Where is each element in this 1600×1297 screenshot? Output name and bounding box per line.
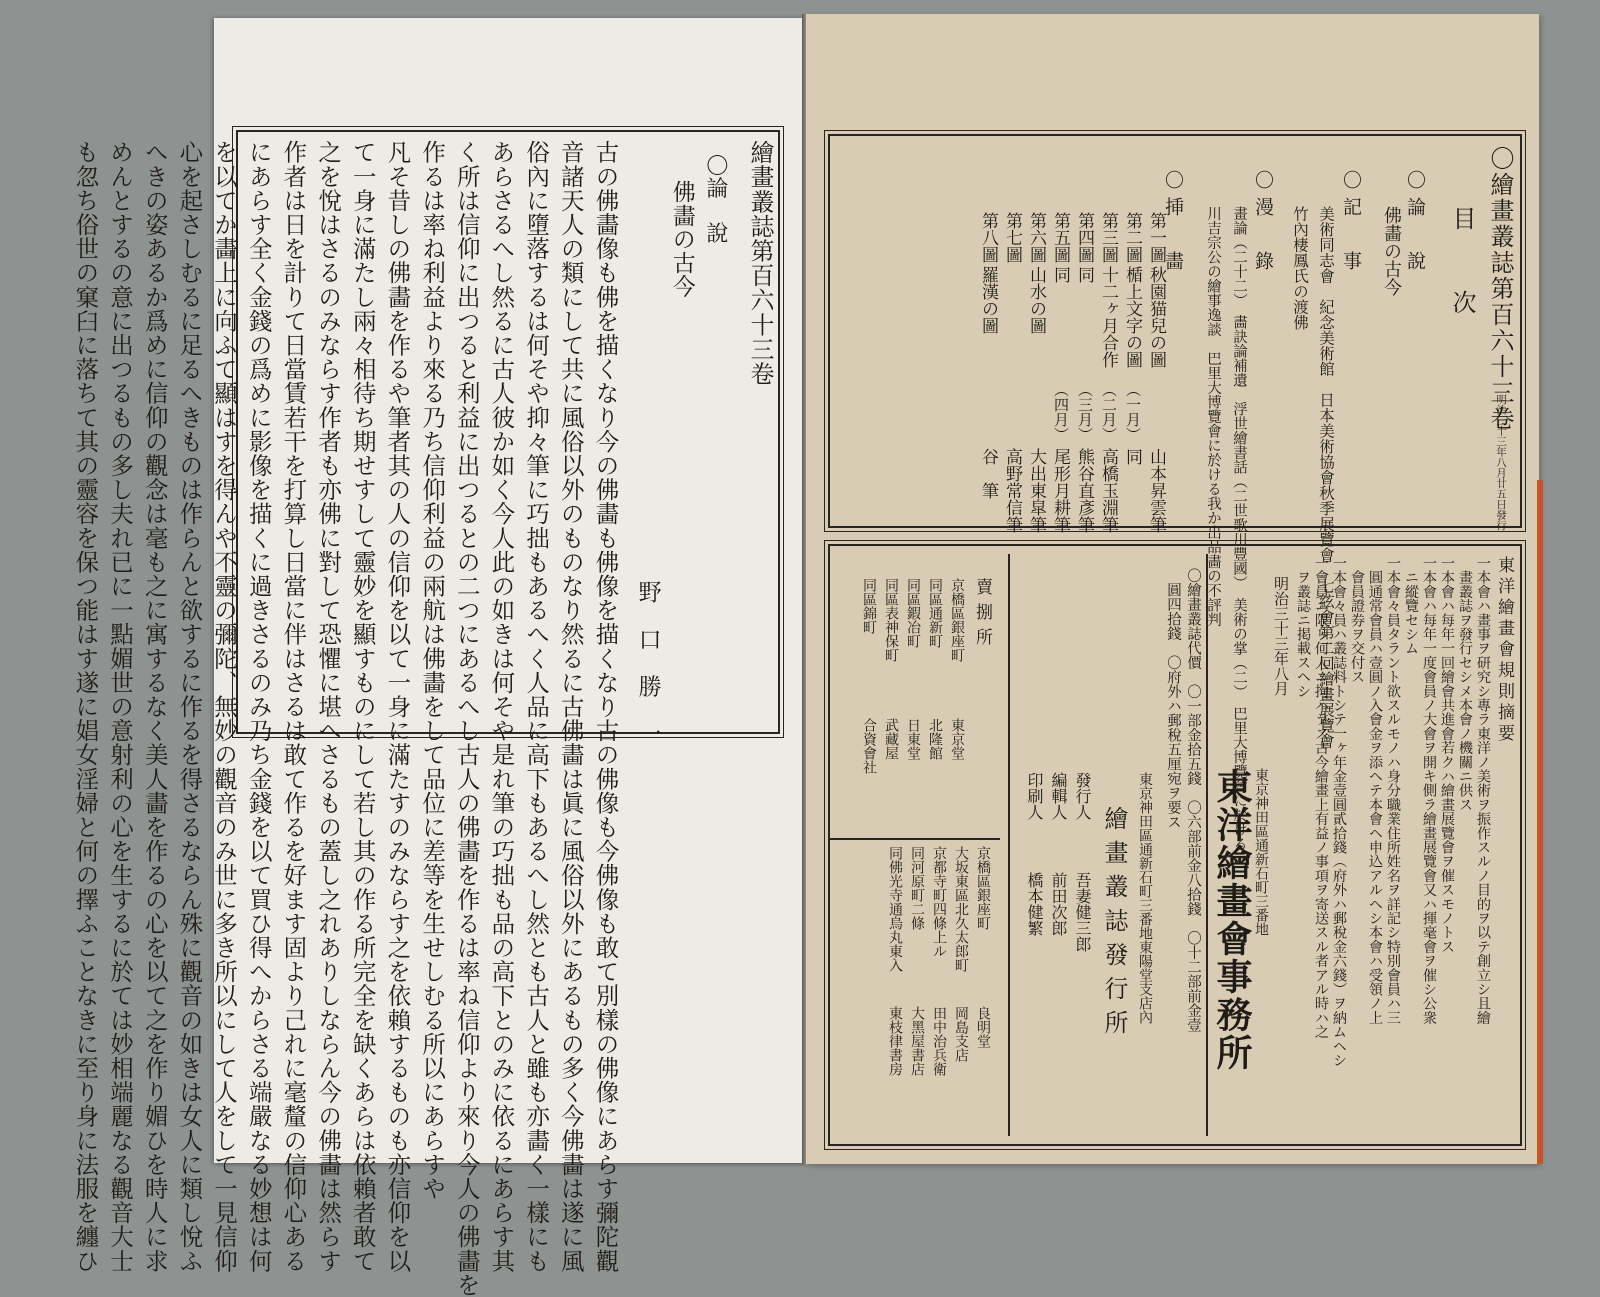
toc-heading: 目 次 <box>1448 206 1476 332</box>
toc-item-news-2: 竹內棲鳳氏の渡佛 <box>1291 206 1309 330</box>
figure-number: 第六圖 <box>1026 212 1046 263</box>
rule-line: 一本會々員ハ叢誌料トシテ一ヶ年金壹圓貳拾錢（府外ハ郵稅金六錢）ヲ納ムヘシ <box>1331 556 1347 1068</box>
seller-name: 良明堂 <box>975 1006 991 1048</box>
publisher-name: 繪畫叢誌發行所 <box>1100 806 1128 1044</box>
rule-line: ニ縱覽セシム <box>1403 556 1419 656</box>
toc-section-manroku: 〇漫 錄 <box>1252 170 1274 278</box>
staff-role: 編輯人 <box>1049 772 1068 820</box>
figure-month: （二月） <box>1100 382 1118 442</box>
figure-month: （一月） <box>1124 382 1142 442</box>
figure-list <box>834 212 1166 533</box>
figure-month: （三月） <box>1076 382 1094 442</box>
figure-number: 第八圖 <box>978 212 998 263</box>
toc-section-ronsetsu: 〇論 說 <box>1404 170 1426 278</box>
article-line: にあらす全く金錢の爲めに影像を描くに過きさるのみ乃ち金錢を以て買ひ得へからさる端嚴なる妙想は何 <box>244 140 273 1273</box>
article-line: 凡そ昔しの佛畵を作るや筆者其の人の信仰を以て一身に滿たすのみならす之を依賴するものも亦信仰を以 <box>383 140 412 1273</box>
figure-artist: 高野常信筆 <box>1002 448 1022 533</box>
article-line: て一身に滿たし兩々相待ち期せすして靈妙を顯すものにして若し其の作る所完全を缺くあらは依賴者敢て <box>348 140 377 1273</box>
figure-artist: 大出東皐筆 <box>1026 448 1046 533</box>
staff-name: 前田次郎 <box>1049 872 1068 936</box>
sellers-upper <box>844 578 964 818</box>
seller-address: 京橋區銀座町 <box>975 846 991 930</box>
article-author: 野 口 勝 一 <box>634 580 661 746</box>
fee-line-1: 〇繪畫叢誌代價 〇一部金拾五錢 〇六部前金八拾錢 〇十二部前金壹 <box>1185 568 1201 1032</box>
divider-vertical-1 <box>1206 554 1208 1136</box>
office-address: 東京神田區通新石町三番地 <box>1253 768 1269 936</box>
section-heading: 〇論 說 <box>702 154 728 245</box>
article-line: も忽ち俗世の窠臼に落ちて其の靈容を保つ能はす遂に娼女淫婦と何の擇ふことなきに至り身に法服を纏ひ <box>71 140 100 1273</box>
seller-address: 同區鍜冶町 <box>905 578 921 648</box>
sellers-lower <box>840 846 1000 1126</box>
figure-title: 秋園猫兒の圖 <box>1146 266 1166 368</box>
rules-list <box>1270 556 1491 1068</box>
article-frame <box>71 130 780 1297</box>
figure-number: 第四圖 <box>1074 212 1094 263</box>
staff-name: 吾妻健三郎 <box>1073 872 1092 952</box>
article-line: 古の佛畵像も佛を描くなり今の佛畵も佛像を描くなり古の佛像も今佛像も敢て別樣の佛像にあらす彌陀觀 <box>591 140 620 1273</box>
rule-line: 一本會ハ畫事ヲ研究シ專ラ東洋ノ美術ヲ振作スルノ目的ヲ以テ創立シ且繪 <box>1475 556 1491 1025</box>
rules-and-colophon <box>828 544 1522 1146</box>
figure-artist: 熊谷直彥筆 <box>1074 448 1094 533</box>
rule-line: 會員證券ヲ交付ス <box>1349 556 1365 684</box>
rule-line: 一本會々員タラント欲スルモノハ身分職業住所姓名ヲ詳記シ特別會員ハ三 <box>1385 556 1401 1025</box>
article-line: 作るは率ね利益より來る乃ち信仰利益の兩航は佛畵をして品位に差等を生せしむる所以にあらすや <box>418 140 447 1201</box>
toc-item-article: 佛畵の古今 <box>1381 206 1402 296</box>
magazine-title: 繪畫叢誌第百六十三卷 <box>746 140 774 386</box>
seller-address: 大坂東區北久太郎町 <box>953 846 969 972</box>
figure-number: 第一圖 <box>1146 212 1166 263</box>
staff-name: 橋本健繁 <box>1025 872 1044 936</box>
seller-address: 同佛光寺通烏丸東入 <box>887 846 903 972</box>
figure-number: 第二圖 <box>1122 212 1142 263</box>
fee-line-2: 圓四拾錢 〇府外ハ郵稅五厘宛ヲ要ス <box>1165 568 1181 829</box>
rules-date: 明治三十三年八月 <box>1272 576 1290 696</box>
toc-section-sashie: 〇挿 畵 <box>1162 170 1184 278</box>
article-line: 心を起さしむるに足るへきものは作らんと欲するに作るを得さるならん殊に觀音の如きは女人に類し悅ふ <box>175 140 204 1273</box>
article-line: あらさるへし然るに古人彼か如く今人此の如きは何そや是れ筆の巧拙も品の高下とのみに依るにあらす其 <box>487 140 516 1273</box>
page-edge-red <box>1537 480 1543 1164</box>
rule-line: 圓通常會員ハ壹圓ノ入會金ヲ添ヘテ本會ヘ申込アルヘシ本會ハ受領ノ上 <box>1367 556 1383 1025</box>
left-page <box>71 18 804 1297</box>
figure-artist: 同 <box>1122 448 1142 465</box>
figure-number: 第三圖 <box>1098 212 1118 263</box>
article-line: を以てか畵上に向ふて顯はすを得んや不靈の彌陀、無妙の觀音のみ世に多き所以にして人をして一見信仰 <box>210 140 239 1273</box>
figure-number: 第七圖 <box>1002 212 1022 263</box>
staff-list <box>1020 772 1090 992</box>
article-line: く所は信仰に出つると利益に出つるとの二つにあるへし古人の佛畵を作るは率ね信仰より來り今人の佛畵を <box>452 140 481 1297</box>
sellers-title: 賣捌所 <box>972 578 992 653</box>
figure-title: 山水の圖 <box>1026 266 1046 334</box>
seller-name: 北隆館 <box>927 718 943 760</box>
figure-title: 羅漢の圖 <box>978 266 998 334</box>
seller-address: 同區錦町 <box>861 578 877 634</box>
publisher-address: 東京神田區通新石町三番地東陽堂支店內 <box>1137 772 1153 1024</box>
rule-line: 畫叢誌ヲ發行セシメ本會ノ機關ニ供ス <box>1457 556 1473 812</box>
seller-address: 同區通新町 <box>927 578 943 648</box>
figure-title: 同 <box>1074 266 1094 283</box>
staff-role: 印刷人 <box>1025 772 1044 820</box>
seller-address: 同河原町二條 <box>909 846 925 930</box>
toc-section-kiji: 〇記 事 <box>1340 170 1362 278</box>
toc-item-news-1: 美術同志會 紀念美術館 日本美術協會秋季展覽會 七絃會第二回繪畫展覽會 <box>1317 206 1335 749</box>
divider-horizontal <box>830 838 1000 840</box>
seller-name: 武藏屋 <box>883 718 899 760</box>
seller-name: 日東堂 <box>905 718 921 760</box>
article-line: 音諸天人の類にして共に風俗以外のものなり然るに古佛畵は眞に風俗以外にあるもの多く今佛畵は遂に風 <box>556 140 585 1273</box>
figure-artist: 尾形月耕筆 <box>1050 448 1070 533</box>
seller-name: 東京堂 <box>949 718 965 760</box>
figure-artist: 山本昇雲筆 <box>1146 448 1166 533</box>
toc-item-essay-1: 畫論（二十二） 畵訣論補遺 浮世繪書話（二世歌川豐國） 美術の掌（二） 巴里大博覽會に於ける <box>1231 206 1247 852</box>
seller-address: 同區表神保町 <box>883 578 899 662</box>
rule-line: 一本會ハ每年一回繪會共進會若クハ繪畫展覽會ヲ催スモノトス <box>1439 556 1455 954</box>
rule-line: 一本會ハ每年一度會員ノ大會ヲ開キ側ラ繪畫展覽會又ハ揮毫會ヲ催シ公衆 <box>1421 556 1437 1025</box>
right-page <box>806 14 1539 1164</box>
rule-line: ヲ叢誌ニ掲載スヘシ <box>1295 556 1311 698</box>
figure-artist: 高橋玉淵筆 <box>1098 448 1118 533</box>
toc-title: 〇繪畫叢誌第百六十三卷 <box>1486 146 1514 432</box>
figure-title: 楯上文字の圖 <box>1122 266 1142 368</box>
article-line: めんとするの意に出つるもの多し夫れ已に一點媚世の意射利の心を生するに於ては妙相端麗なる觀音大士 <box>106 140 135 1273</box>
divider-vertical-2 <box>1008 554 1010 1136</box>
article-line: 俗內に墮落するは何そや抑々筆に巧拙もあるへく人品に高下もあるへし然とも古人と雖も亦畵く一樣にも <box>522 140 551 1273</box>
figure-title: 同 <box>1050 266 1070 283</box>
figure-number: 第五圖 <box>1050 212 1070 263</box>
seller-name: 岡島支店 <box>953 1006 969 1062</box>
rule-line: 一會員ニ限リ何人ニ拘ハラス古今繪畫上有益ノ事項ヲ寄送スル者アル時ハ之 <box>1313 556 1329 1039</box>
article-line: 作者は日を計りて日當賃若干を打算し日當に伴はさるは敢て作るを好ます固より己れに毫釐の信仰心ある <box>279 140 308 1273</box>
figure-artist: 谷 筆 <box>978 448 998 499</box>
office-name: 東洋繪畫會事務所 <box>1211 768 1253 1072</box>
article-line: へきの姿あるか爲めに信仰の觀念は毫も之に寓するなく美人畵を作るの心を以て之を作り媚ひを時人に求 <box>140 140 169 1273</box>
article-title: 佛畵の古今 <box>668 180 695 298</box>
toc-date: 明治三十三年八月廿五日發行 <box>1495 394 1507 531</box>
seller-name: 田中治兵衛 <box>931 1006 947 1076</box>
toc-item-essay-2: 川吉宗公の繪事逸談 巴里大博覽會に於ける我か出品畵の不評判 <box>1205 206 1221 627</box>
seller-name: 東枝律書房 <box>887 1006 903 1076</box>
staff-role: 發行人 <box>1073 772 1092 820</box>
figure-title: 十二ヶ月合作 <box>1098 266 1118 368</box>
article-line: 之を悅はさるのみならす作者も亦佛に對して恐懼に堪へさるもの蓋し之れありしならん今の佛畵は然らす <box>314 140 343 1273</box>
seller-name: 合資會社 <box>861 718 877 774</box>
figure-month: （四月） <box>1052 382 1070 442</box>
seller-address: 京都寺町四條上ル <box>931 846 947 958</box>
article-text <box>69 140 774 1297</box>
bleed-through-text <box>464 30 486 51</box>
seller-address: 京橋區銀座町 <box>949 578 965 662</box>
seller-name: 大黑屋書店 <box>909 1006 925 1076</box>
rules-title: 東洋繪畫會規則摘要 <box>1494 556 1514 745</box>
